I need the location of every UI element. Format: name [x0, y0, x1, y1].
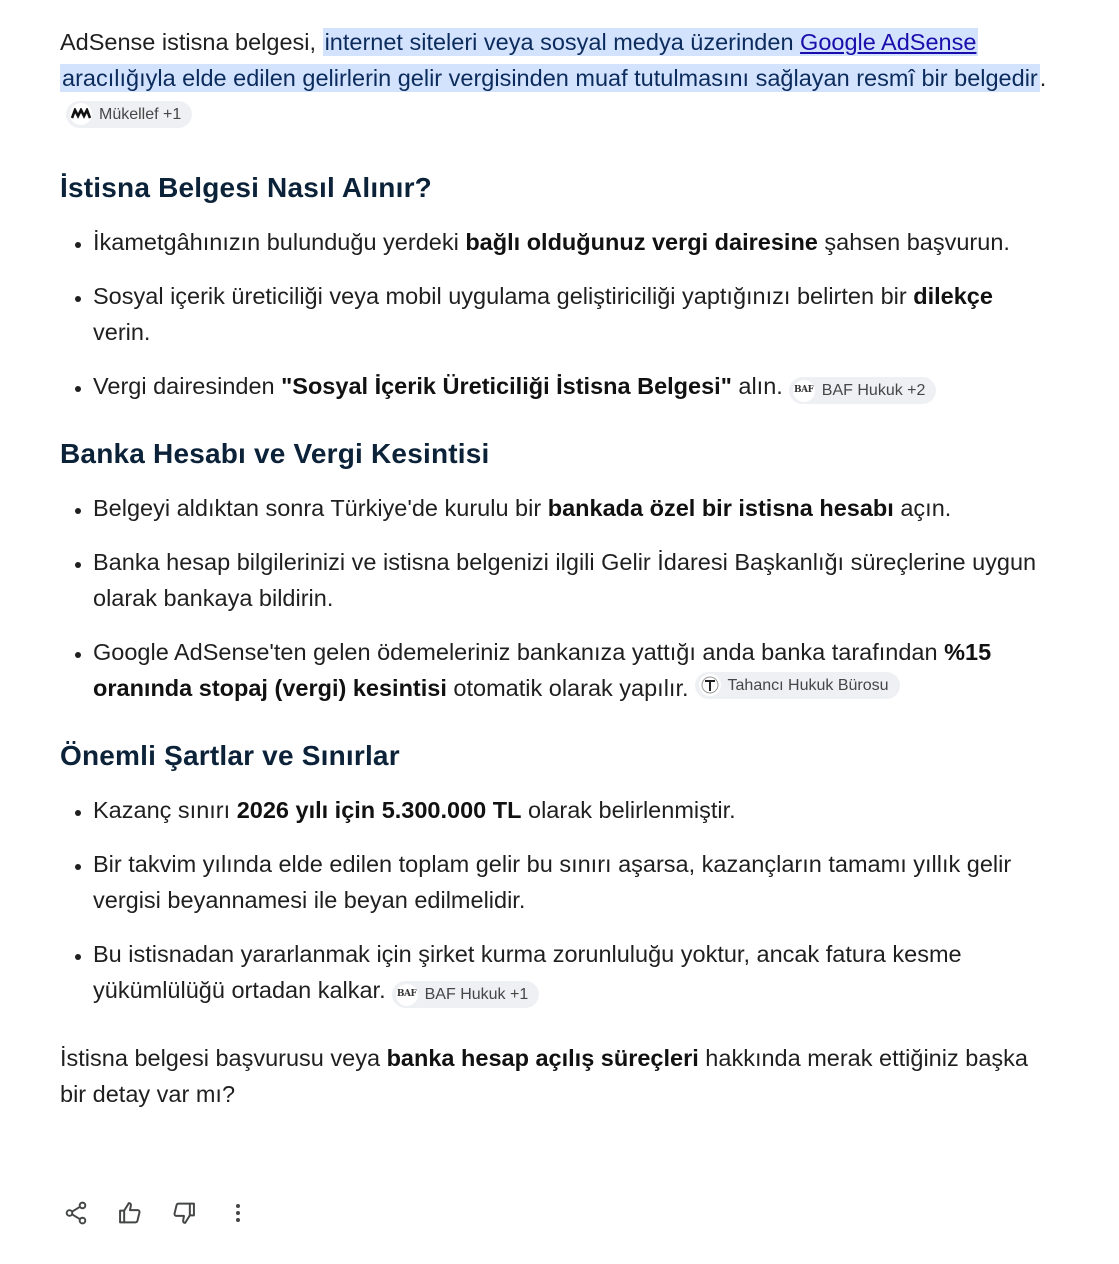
list-item: • Sosyal içerik üreticiliği veya mobil uygulama geliştiriciliği yaptığınızı belirten bir dilekçe verin. [93, 278, 1050, 350]
response-body [60, 24, 1050, 1112]
section-list-sartlar [60, 792, 1050, 1008]
baf-logo-icon: BAF [396, 984, 418, 1006]
closing-question: İstisna belgesi başvurusu veya banka hesap açılış süreçleri hakkında merak ettiğiniz başka bir detay var mı? [60, 1045, 1028, 1107]
list-item: • Bu istisnadan yararlanmak için şirket kurma zorunluluğu yoktur, ancak fatura kesme yükümlülüğü ortadan kalkar. BAF BAF Hukuk +1 [93, 936, 1050, 1008]
list-item: • İkametgâhınızın bulunduğu yerdeki bağlı olduğunuz vergi dairesine şahsen başvurun. [93, 224, 1050, 260]
more-vert-icon [226, 1201, 250, 1225]
highlight-part-1: internet siteleri veya sosyal medya üzerinden [324, 29, 801, 55]
share-icon [63, 1200, 89, 1226]
source-chip-baf-hukuk-2[interactable] [392, 981, 540, 1008]
thumbs-up-icon [116, 1199, 144, 1227]
section-list-istisna [60, 224, 1050, 404]
section-heading-sartlar: Önemli Şartlar ve Sınırlar [60, 740, 400, 771]
section-list-banka [60, 490, 1050, 706]
baf-logo-icon: BAF [793, 380, 815, 402]
list-item: • Belgeyi aldıktan sonra Türkiye'de kurulu bir bankada özel bir istisna hesabı açın. [93, 490, 1050, 526]
source-chip-tahanci[interactable] [695, 672, 900, 699]
intro-lead: AdSense istisna belgesi, [60, 29, 323, 55]
source-chip-baf-hukuk[interactable] [789, 377, 937, 404]
share-button[interactable] [60, 1197, 92, 1229]
source-chip-label: BAF Hukuk +2 [821, 382, 926, 399]
response-actions-bar [60, 1197, 254, 1229]
section-heading-istisna: İstisna Belgesi Nasıl Alınır? [60, 172, 432, 203]
google-adsense-link[interactable]: Google AdSense [800, 29, 977, 55]
list-item: • Bir takvim yılında elde edilen toplam gelir bu sınırı aşarsa, kazançların tamamı yıllık gelir vergisi beyannamesi ile beyan edilmelidir. [93, 846, 1050, 918]
thumbs-up-button[interactable] [114, 1197, 146, 1229]
section-heading-banka: Banka Hesabı ve Vergi Kesintisi [60, 438, 490, 469]
thumbs-down-button[interactable] [168, 1197, 200, 1229]
more-options-button[interactable] [222, 1197, 254, 1229]
intro-paragraph [60, 24, 1050, 132]
source-chip-label: Tahancı Hukuk Bürosu [727, 676, 889, 694]
tahanci-logo-icon [699, 674, 721, 696]
list-item: • Kazanç sınırı 2026 yılı için 5.300.000 TL olarak belirlenmiştir. [93, 792, 1050, 828]
source-chip-mukellef[interactable] [66, 101, 192, 128]
intro-tail: . [1039, 65, 1047, 91]
list-item: • Vergi dairesinden "Sosyal İçerik Üreticiliği İstisna Belgesi" alın. BAF BAF Hukuk +2 [93, 368, 1050, 404]
list-item: • Banka hesap bilgilerinizi ve istisna belgenizi ilgili Gelir İdaresi Başkanlığı süreçlerine uygun olarak bankaya bildirin. [93, 544, 1050, 616]
mukellef-logo-icon [70, 103, 92, 125]
source-chip-label: Mükellef +1 [99, 105, 182, 123]
list-item: • Google AdSense'ten gelen ödemeleriniz bankanıza yattığı anda banka tarafından %15 oranında stopaj (vergi) kesintisi otomatik olarak yapılır. Tahancı Hukuk Bürosu [93, 634, 1050, 706]
source-chip-label: BAF Hukuk +1 [424, 986, 529, 1003]
highlight-part-2: aracılığıyla elde edilen gelirlerin gelir vergisinden muaf tutulmasını sağlayan resmî bir belgedir [62, 65, 1038, 91]
thumbs-down-icon [170, 1199, 198, 1227]
